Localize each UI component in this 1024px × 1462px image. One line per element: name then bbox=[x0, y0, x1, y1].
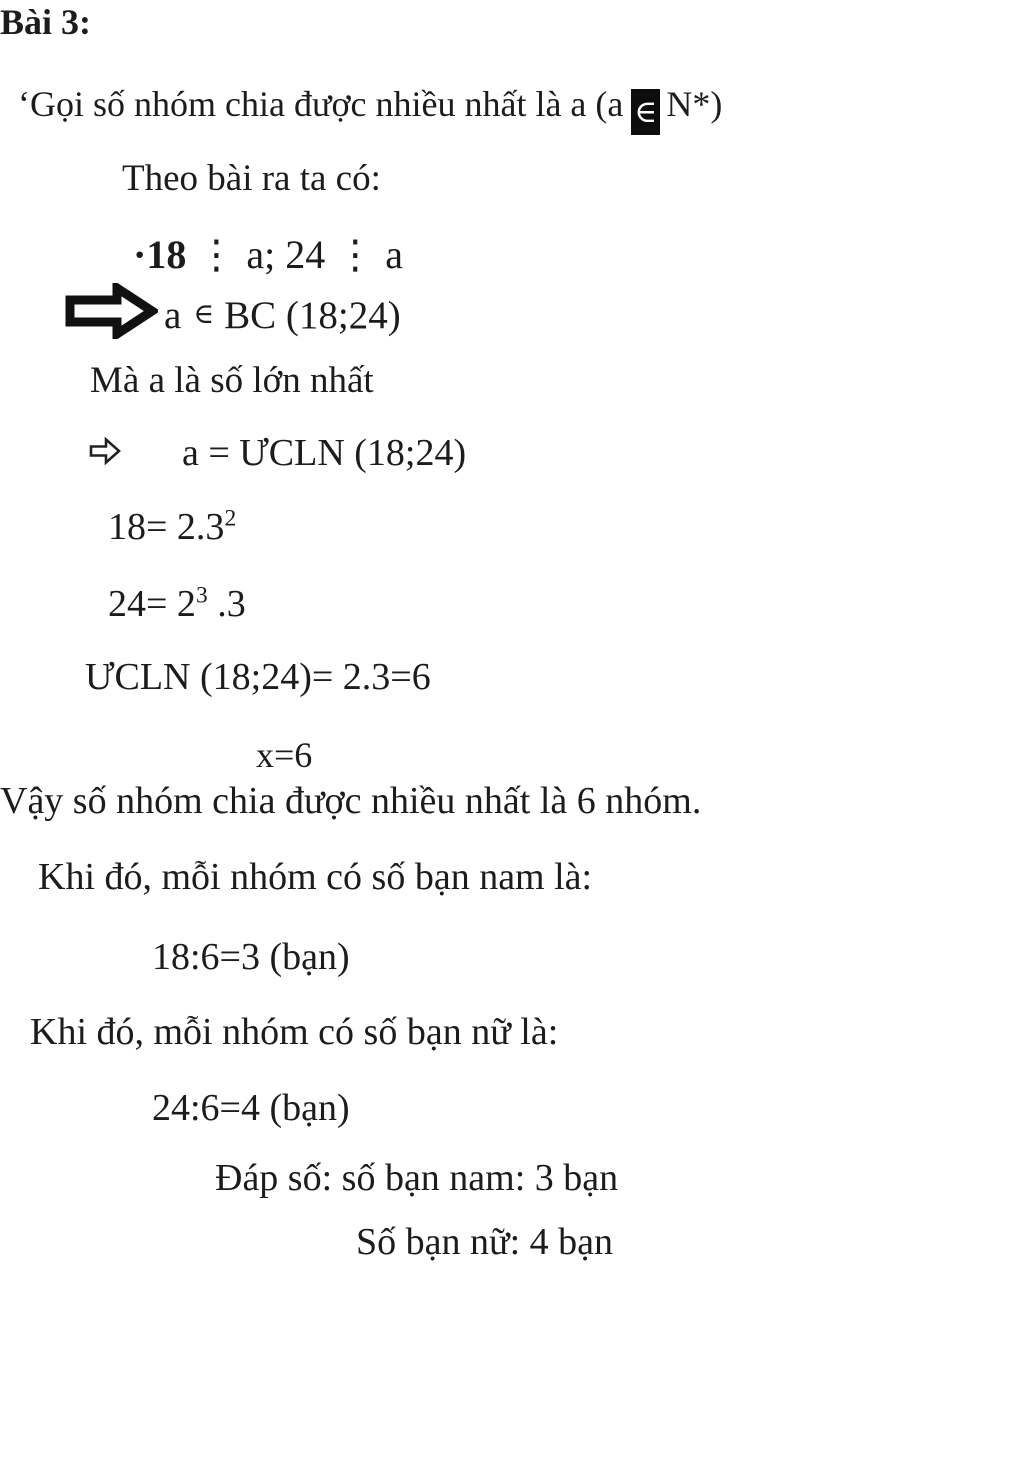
divisibility-line bbox=[133, 232, 403, 278]
factorization-18-line bbox=[108, 506, 236, 550]
factor24-tail: .3 bbox=[207, 583, 246, 625]
bc-line bbox=[164, 294, 401, 339]
girls-calc-line: 24:6=4 (bạn) bbox=[152, 1087, 350, 1129]
setup-label-line: Theo bài ra ta có: bbox=[122, 158, 381, 199]
exercise-title: Bài 3: bbox=[0, 2, 92, 42]
boys-calc-line: 18:6=3 (bạn) bbox=[152, 936, 350, 978]
girls-label-line: Khi đó, mỗi nhóm có số bạn nữ là: bbox=[30, 1011, 559, 1053]
bc-variable: a bbox=[164, 294, 182, 337]
given-text-after: N*) bbox=[666, 84, 723, 124]
membership-symbol-highlighted: ∈ bbox=[631, 89, 660, 135]
given-text-before: ‘Gọi số nhóm chia được nhiều nhất là a (a bbox=[18, 84, 624, 124]
factor24-base: 24= 2 bbox=[108, 583, 196, 625]
implies-arrow-icon bbox=[88, 436, 122, 466]
answer-girls-line: Số bạn nữ: 4 bạn bbox=[356, 1221, 614, 1263]
divisibility-lead: ·18 bbox=[133, 232, 187, 277]
given-line bbox=[18, 84, 722, 135]
conclusion-line: Vậy số nhóm chia được nhiều nhất là 6 nhóm. bbox=[0, 780, 702, 822]
divisibility-rest: ⋮ a; 24 ⋮ a bbox=[186, 232, 403, 277]
factor18-exponent: 2 bbox=[224, 505, 237, 532]
element-of-icon: ∈ bbox=[193, 299, 215, 330]
boys-label-line: Khi đó, mỗi nhóm có số bạn nam là: bbox=[38, 856, 593, 898]
bc-set: BC (18;24) bbox=[224, 294, 401, 337]
max-note-line: Mà a là số lớn nhất bbox=[90, 360, 374, 401]
x-value-line: x=6 bbox=[256, 735, 313, 775]
ucln-definition-line: a = ƯCLN (18;24) bbox=[182, 432, 467, 474]
factor24-exponent: 3 bbox=[195, 582, 208, 609]
ucln-result-line: ƯCLN (18;24)= 2.3=6 bbox=[85, 656, 431, 698]
big-arrow-icon bbox=[64, 283, 158, 339]
factorization-24-line bbox=[108, 583, 246, 627]
answer-boys-line: Đáp số: số bạn nam: 3 bạn bbox=[215, 1157, 619, 1199]
factor18-base: 18= 2.3 bbox=[108, 506, 225, 548]
